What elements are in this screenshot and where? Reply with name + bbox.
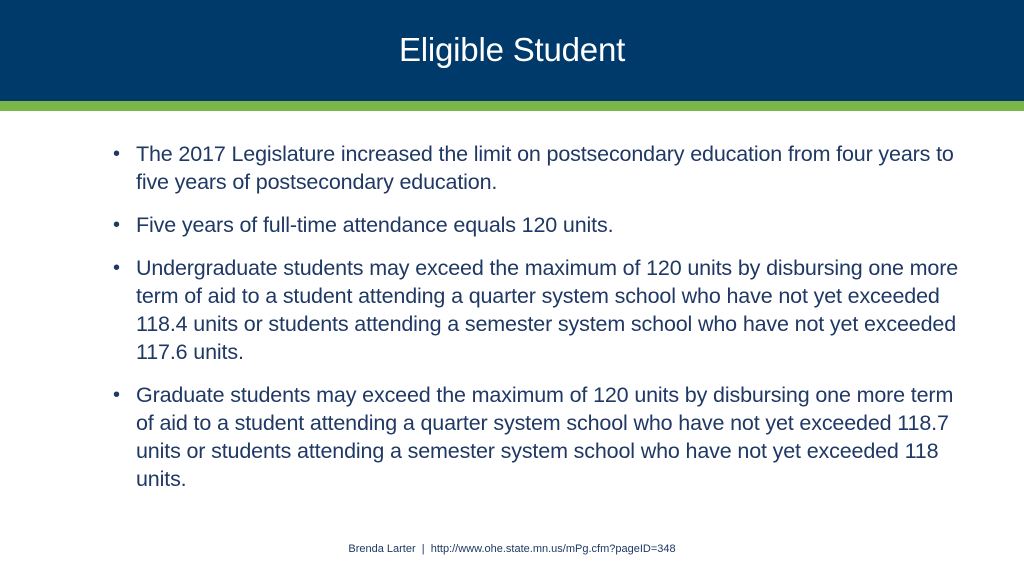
- title-bar: [0, 0, 1024, 101]
- accent-stripe: [0, 101, 1024, 111]
- bullet-item: • Graduate students may exceed the maximum of 120 units by disbursing one more term of aid to a student attending a quarter system school who have not yet exceeded 118.7 units or students attending a semester system school who have not yet exceeded 118 units.: [113, 381, 963, 493]
- bullet-list: [113, 140, 963, 508]
- bullet-item: • Undergraduate students may exceed the maximum of 120 units by disbursing one more term of aid to a student attending a quarter system school who have not yet exceeded 118.4 units or students attending a semester system school who have not yet exceeded 117.6 units.: [113, 254, 963, 366]
- bullet-item: • Five years of full-time attendance equals 120 units.: [113, 211, 963, 239]
- footer-text: Brenda Larter | http://www.ohe.state.mn.us/mPg.cfm?pageID=348: [348, 543, 676, 555]
- slide-title: Eligible Student: [398, 31, 626, 68]
- bullet-item: • The 2017 Legislature increased the limit on postsecondary education from four years to five years of postsecondary education.: [113, 140, 963, 196]
